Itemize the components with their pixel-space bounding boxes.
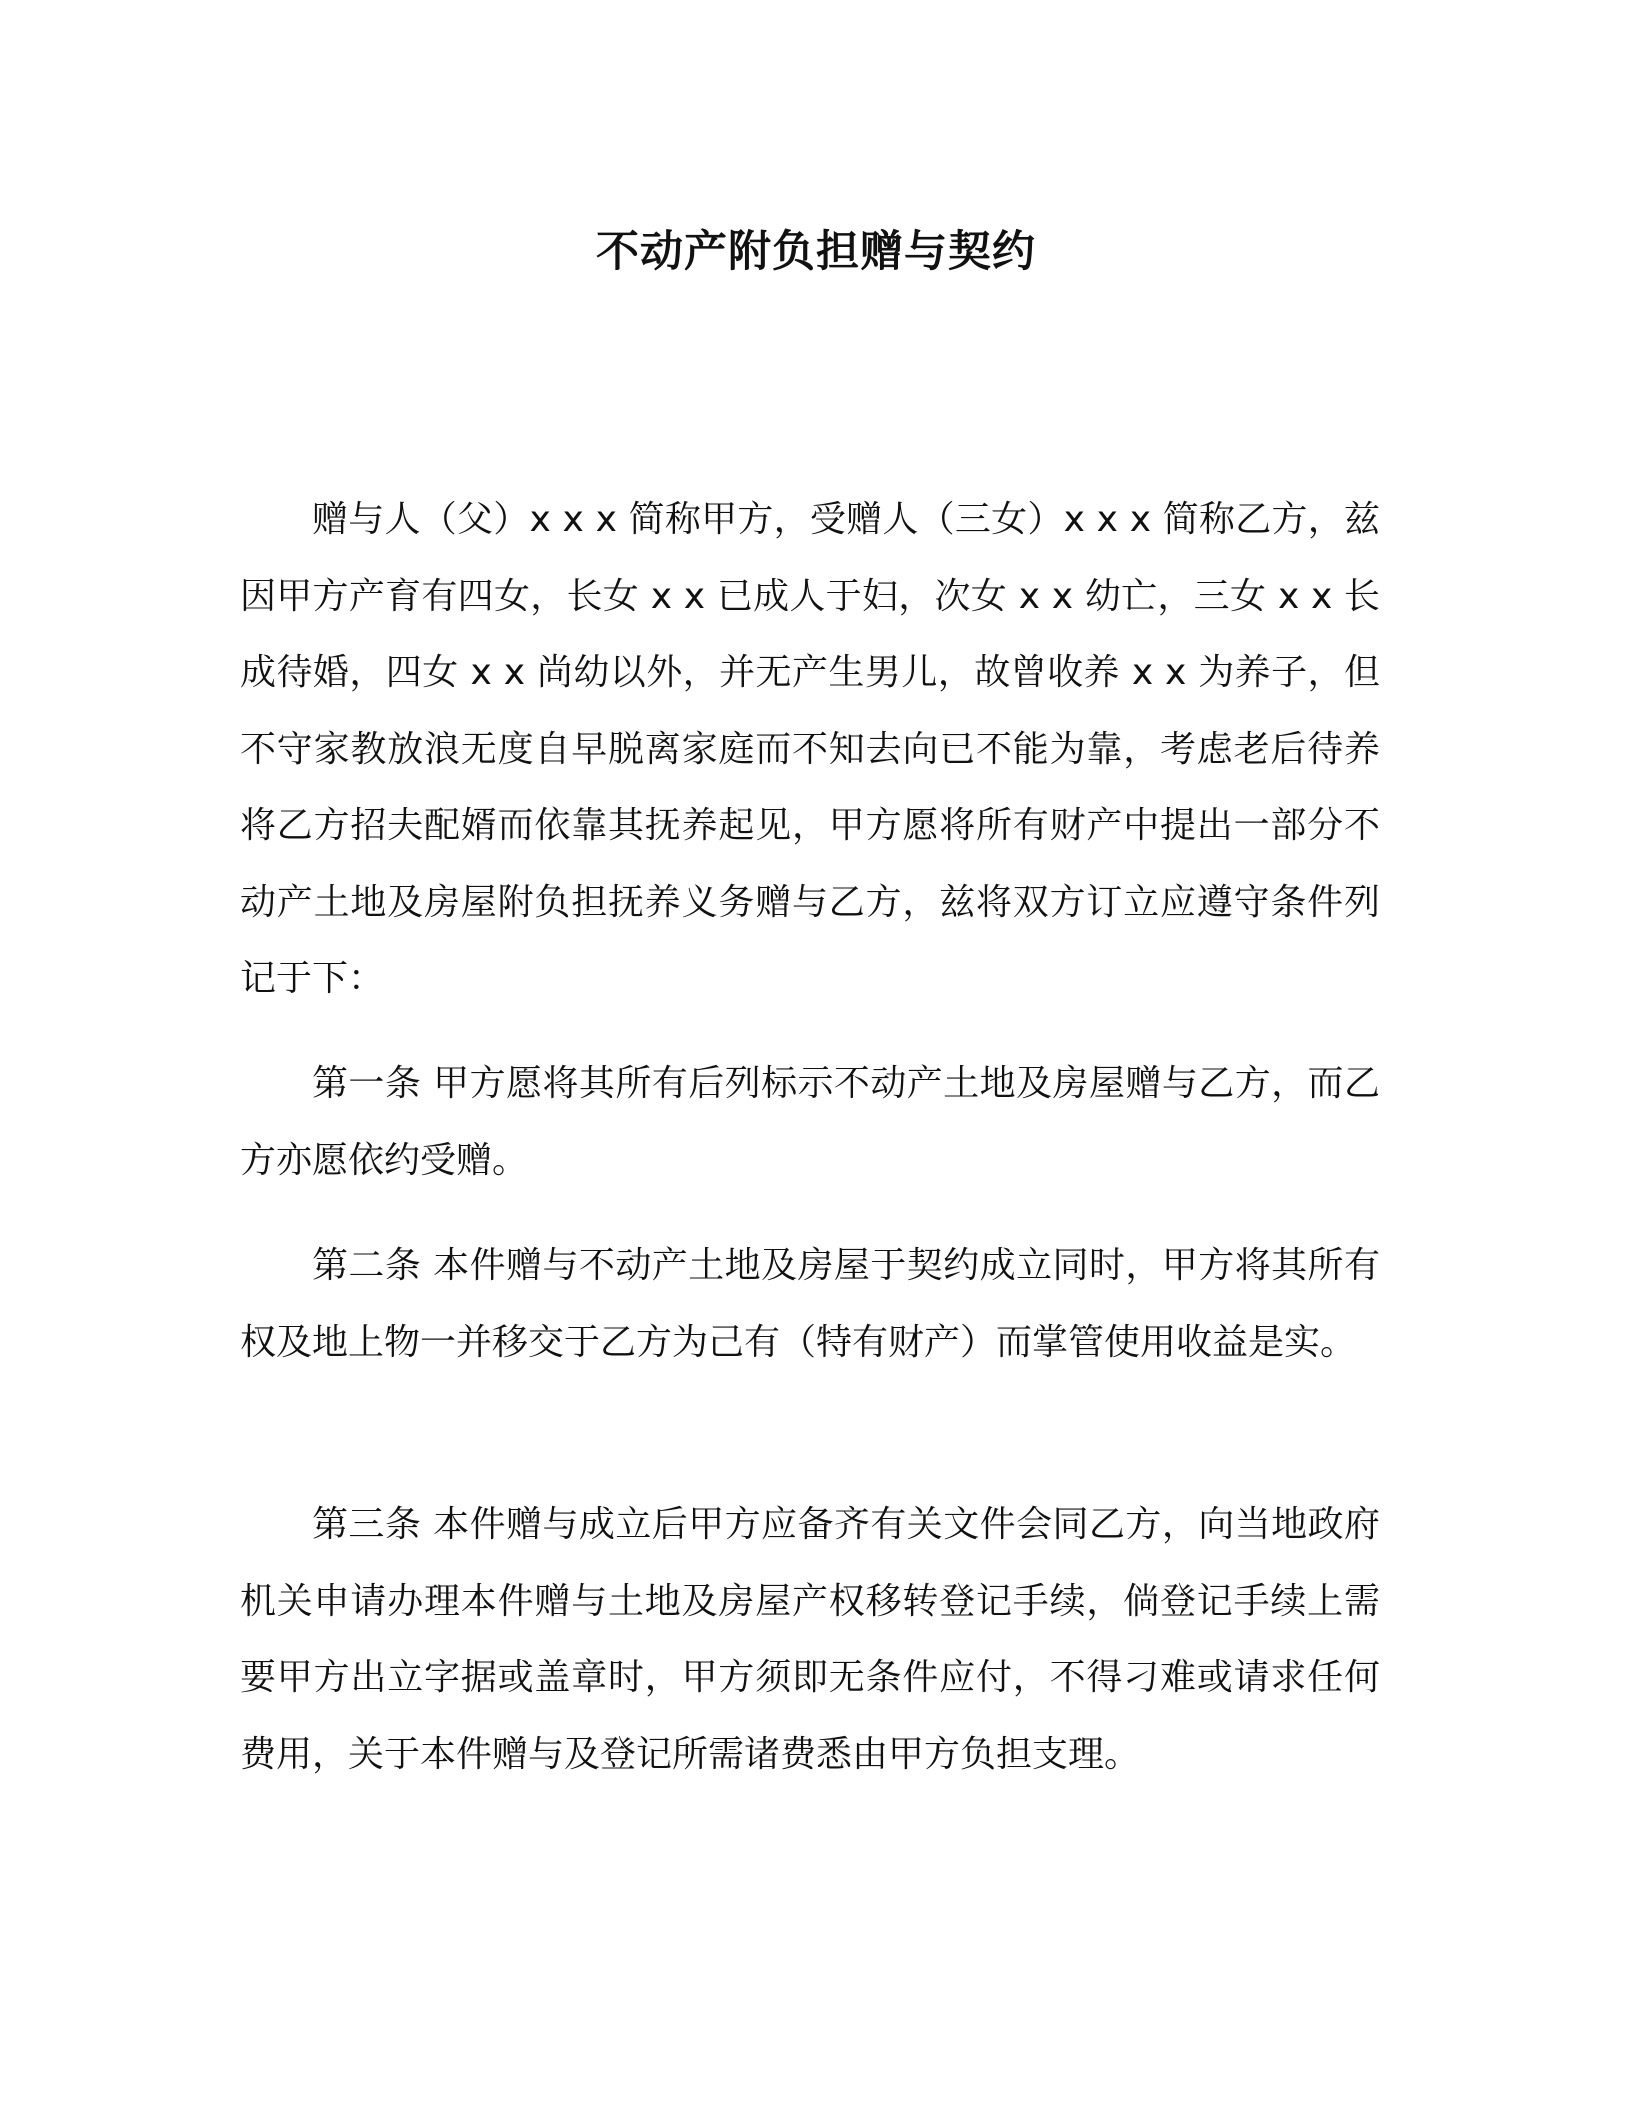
paragraph-article-3: 第三条 本件赠与成立后甲方应备齐有关文件会同乙方，向当地政府机关申请办理本件赠与土地及房屋产权移转登记手续，倘登记手续上需要甲方出立字据或盖章时，甲方须即无条件应付，不得刁难或请求任何费用，关于本件赠与及登记所需诸费悉由甲方负担支理。 — [240, 1504, 1380, 1775]
paragraph-preamble: 赠与人（父）x x x 简称甲方，受赠人（三女）x x x 简称乙方，兹因甲方产育有四女，长女 x x 已成人于妇，次女 x x 幼亡，三女 x x 长成待婚，四女 x x 尚幼以外，并无产生男儿，故曾收养 x x 为养子，但不守家教放浪无度自早脱离家庭而不知去向已不能为靠，考虑老后待养将乙方招夫配婿而依靠其抚养起见，甲方愿将所有财产中提出一部分不动产土地及房屋附负担抚养义务赠与乙方，兹将双方订立应遵守条件列记于下： — [240, 499, 1380, 999]
document-title: 不动产附负担赠与契约 — [596, 227, 1036, 277]
paragraph-article-1: 第一条 甲方愿将其所有后列标示不动产土地及房屋赠与乙方，而乙方亦愿依约受赠。 — [240, 1063, 1380, 1181]
paragraph-article-2: 第二条 本件赠与不动产土地及房屋于契约成立同时，甲方将其所有权及地上物一并移交于乙方为己有（特有财产）而掌管使用收益是实。 — [240, 1245, 1380, 1363]
